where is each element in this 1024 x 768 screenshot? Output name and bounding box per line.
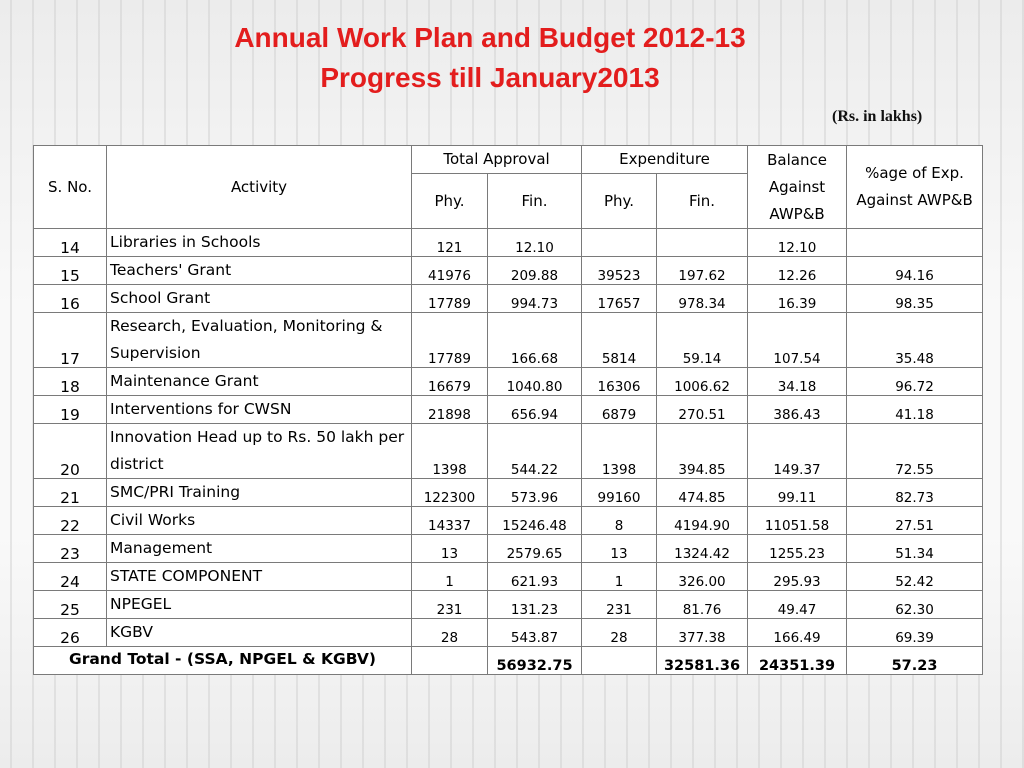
total-approval-phy: [412, 647, 488, 675]
row-activity: KGBV: [107, 619, 412, 647]
row-balance: 12.10: [748, 229, 847, 257]
row-sno: 24: [34, 563, 107, 591]
row-exp-phy: 28: [582, 619, 657, 647]
row-balance: 107.54: [748, 313, 847, 368]
row-approval-fin: 15246.48: [488, 507, 582, 535]
table-row: [34, 257, 983, 285]
row-exp-fin: 270.51: [657, 396, 748, 424]
table-row: [34, 563, 983, 591]
header-pct-exp: %age of Exp. Against AWP&B: [847, 146, 983, 229]
row-approval-fin: 544.22: [488, 424, 582, 479]
row-approval-phy: 231: [412, 591, 488, 619]
row-approval-phy: 28: [412, 619, 488, 647]
row-sno: 25: [34, 591, 107, 619]
slide-title: Annual Work Plan and Budget 2012-13: [234, 22, 746, 53]
row-sno: 23: [34, 535, 107, 563]
row-activity: Innovation Head up to Rs. 50 lakh per district: [107, 424, 412, 479]
row-approval-fin: 656.94: [488, 396, 582, 424]
table-footer: [34, 647, 983, 675]
row-sno: 18: [34, 368, 107, 396]
row-sno: 21: [34, 479, 107, 507]
row-exp-fin: 474.85: [657, 479, 748, 507]
row-approval-phy: 122300: [412, 479, 488, 507]
grand-total-row: [34, 647, 983, 675]
row-approval-phy: 14337: [412, 507, 488, 535]
header-exp-fin: Fin.: [657, 174, 748, 229]
row-sno: 14: [34, 229, 107, 257]
row-sno: 15: [34, 257, 107, 285]
row-exp-fin: 1006.62: [657, 368, 748, 396]
header-expenditure: Expenditure: [582, 146, 748, 174]
table-row: [34, 619, 983, 647]
units-note: (Rs. in lakhs): [832, 108, 923, 125]
table-row: [34, 591, 983, 619]
row-exp-phy: 8: [582, 507, 657, 535]
total-exp-phy: [582, 647, 657, 675]
row-approval-phy: 1398: [412, 424, 488, 479]
row-activity: Research, Evaluation, Monitoring & Supervision: [107, 313, 412, 368]
row-approval-phy: 21898: [412, 396, 488, 424]
row-approval-fin: 2579.65: [488, 535, 582, 563]
header-approval-fin: Fin.: [488, 174, 582, 229]
table-row: [34, 229, 983, 257]
row-exp-phy: 17657: [582, 285, 657, 313]
row-pct: 27.51: [847, 507, 983, 535]
row-approval-phy: 121: [412, 229, 488, 257]
row-activity: Maintenance Grant: [107, 368, 412, 396]
row-approval-fin: 543.87: [488, 619, 582, 647]
total-pct: 57.23: [847, 647, 983, 675]
row-exp-fin: 326.00: [657, 563, 748, 591]
row-balance: 49.47: [748, 591, 847, 619]
row-exp-phy: 39523: [582, 257, 657, 285]
row-pct: 96.72: [847, 368, 983, 396]
header-approval-phy: Phy.: [412, 174, 488, 229]
row-balance: 16.39: [748, 285, 847, 313]
table-row: [34, 507, 983, 535]
row-balance: 11051.58: [748, 507, 847, 535]
row-exp-phy: 13: [582, 535, 657, 563]
row-exp-fin: 197.62: [657, 257, 748, 285]
row-exp-phy: 1: [582, 563, 657, 591]
row-approval-phy: 1: [412, 563, 488, 591]
table-row: [34, 368, 983, 396]
row-activity: Libraries in Schools: [107, 229, 412, 257]
row-sno: 19: [34, 396, 107, 424]
total-balance: 24351.39: [748, 647, 847, 675]
row-activity: NPEGEL: [107, 591, 412, 619]
row-approval-phy: 17789: [412, 313, 488, 368]
row-approval-fin: 12.10: [488, 229, 582, 257]
table-header: [34, 146, 983, 229]
row-activity: Management: [107, 535, 412, 563]
row-sno: 22: [34, 507, 107, 535]
row-pct: 98.35: [847, 285, 983, 313]
header-total-approval: Total Approval: [412, 146, 582, 174]
row-exp-fin: 59.14: [657, 313, 748, 368]
row-exp-phy: 231: [582, 591, 657, 619]
row-pct: 51.34: [847, 535, 983, 563]
row-balance: 12.26: [748, 257, 847, 285]
table-row: [34, 535, 983, 563]
row-exp-fin: 81.76: [657, 591, 748, 619]
row-exp-fin: [657, 229, 748, 257]
row-balance: 295.93: [748, 563, 847, 591]
budget-table: [33, 145, 983, 675]
row-activity: Teachers' Grant: [107, 257, 412, 285]
row-pct: 62.30: [847, 591, 983, 619]
row-approval-fin: 209.88: [488, 257, 582, 285]
row-activity: Interventions for CWSN: [107, 396, 412, 424]
row-activity: SMC/PRI Training: [107, 479, 412, 507]
row-pct: 41.18: [847, 396, 983, 424]
row-exp-fin: 394.85: [657, 424, 748, 479]
row-exp-phy: 6879: [582, 396, 657, 424]
total-approval-fin: 56932.75: [488, 647, 582, 675]
row-pct: [847, 229, 983, 257]
table-row: [34, 313, 983, 368]
row-pct: 82.73: [847, 479, 983, 507]
grand-total-label: Grand Total - (SSA, NPGEL & KGBV): [34, 647, 412, 675]
total-exp-fin: 32581.36: [657, 647, 748, 675]
row-approval-fin: 621.93: [488, 563, 582, 591]
row-approval-phy: 16679: [412, 368, 488, 396]
row-pct: 35.48: [847, 313, 983, 368]
row-pct: 72.55: [847, 424, 983, 479]
row-exp-fin: 4194.90: [657, 507, 748, 535]
row-pct: 52.42: [847, 563, 983, 591]
row-activity: STATE COMPONENT: [107, 563, 412, 591]
row-approval-phy: 13: [412, 535, 488, 563]
row-sno: 16: [34, 285, 107, 313]
row-balance: 386.43: [748, 396, 847, 424]
table-row: [34, 479, 983, 507]
row-exp-phy: 5814: [582, 313, 657, 368]
row-pct: 69.39: [847, 619, 983, 647]
row-sno: 26: [34, 619, 107, 647]
row-exp-fin: 377.38: [657, 619, 748, 647]
table-row: [34, 424, 983, 479]
row-approval-phy: 17789: [412, 285, 488, 313]
table-row: [34, 285, 983, 313]
row-balance: 99.11: [748, 479, 847, 507]
row-activity: Civil Works: [107, 507, 412, 535]
header-exp-phy: Phy.: [582, 174, 657, 229]
row-approval-fin: 131.23: [488, 591, 582, 619]
row-activity: School Grant: [107, 285, 412, 313]
row-exp-fin: 978.34: [657, 285, 748, 313]
header-balance: Balance Against AWP&B: [748, 146, 847, 229]
row-exp-phy: 99160: [582, 479, 657, 507]
row-balance: 1255.23: [748, 535, 847, 563]
header-sno: S. No.: [34, 146, 107, 229]
row-approval-fin: 573.96: [488, 479, 582, 507]
row-balance: 166.49: [748, 619, 847, 647]
row-balance: 34.18: [748, 368, 847, 396]
header-activity: Activity: [107, 146, 412, 229]
row-exp-phy: [582, 229, 657, 257]
row-sno: 20: [34, 424, 107, 479]
table-row: [34, 396, 983, 424]
row-exp-fin: 1324.42: [657, 535, 748, 563]
row-exp-phy: 16306: [582, 368, 657, 396]
row-approval-fin: 1040.80: [488, 368, 582, 396]
row-exp-phy: 1398: [582, 424, 657, 479]
slide-subtitle: Progress till January2013: [320, 62, 660, 93]
row-pct: 94.16: [847, 257, 983, 285]
row-approval-fin: 994.73: [488, 285, 582, 313]
row-sno: 17: [34, 313, 107, 368]
row-approval-phy: 41976: [412, 257, 488, 285]
table-body: [34, 229, 983, 647]
row-balance: 149.37: [748, 424, 847, 479]
row-approval-fin: 166.68: [488, 313, 582, 368]
